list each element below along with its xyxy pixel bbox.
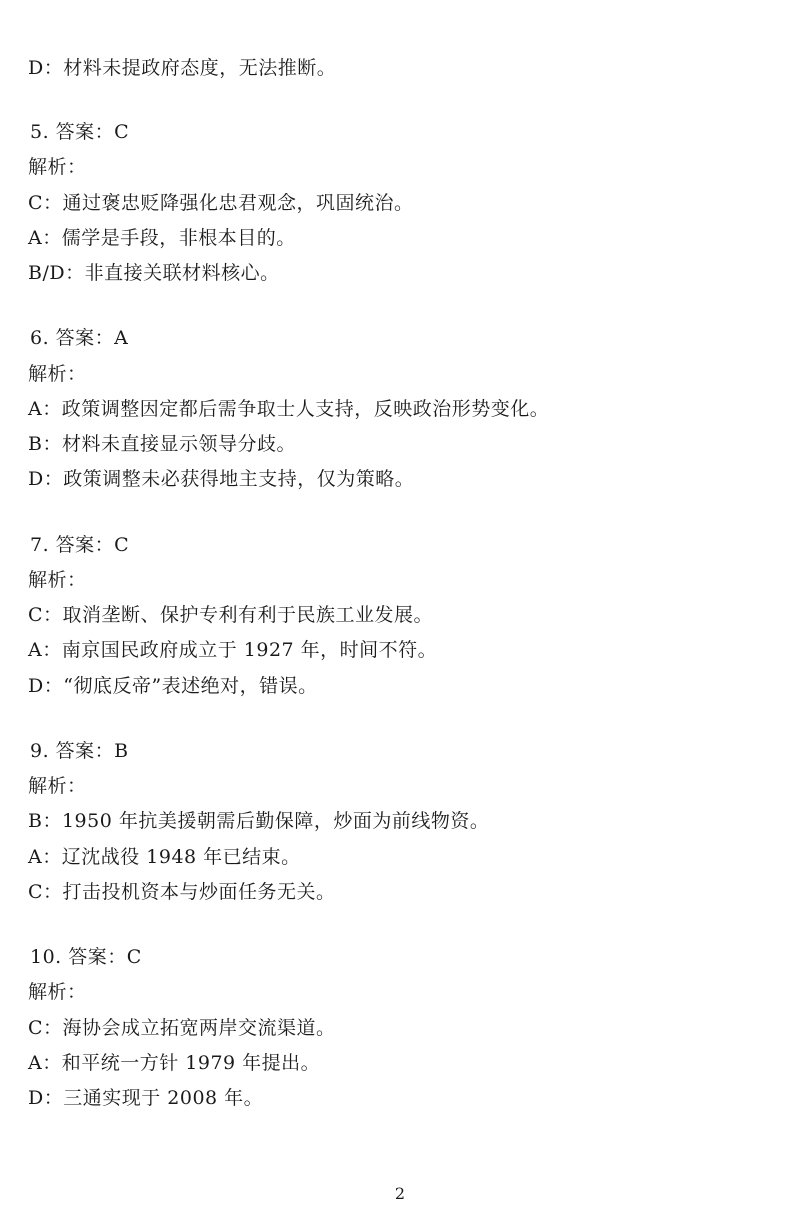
text-line: D：政策调整未必获得地主支持，仅为策略。: [28, 468, 415, 490]
text-line: C：打击投机资本与炒面任务无关。: [28, 881, 336, 903]
analysis-label: 解析：: [28, 363, 87, 385]
answer-heading: 10. 答案：C: [30, 946, 142, 968]
text-line: A：儒学是手段，非根本目的。: [28, 227, 296, 249]
text-line: A：南京国民政府成立于 1927 年，时间不符。: [28, 639, 438, 661]
text-line: D：三通实现于 2008 年。: [28, 1087, 264, 1109]
analysis-label: 解析：: [28, 981, 87, 1003]
text-line: B：材料未直接显示领导分歧。: [28, 433, 296, 455]
text-line: B：1950 年抗美援朝需后勤保障，炒面为前线物资。: [28, 810, 490, 832]
answer-heading: 9. 答案：B: [30, 740, 129, 762]
analysis-label: 解析：: [28, 569, 87, 591]
text-line: D：材料未提政府态度，无法推断。: [28, 57, 337, 79]
text-line: A：辽沈战役 1948 年已结束。: [28, 846, 301, 868]
text-line: C：海协会成立拓宽两岸交流渠道。: [28, 1017, 336, 1039]
analysis-label: 解析：: [28, 775, 87, 797]
answer-heading: 6. 答案：A: [30, 327, 129, 349]
text-line: B/D：非直接关联材料核心。: [28, 262, 280, 284]
text-line: D：“彻底反帝”表述绝对，错误。: [28, 675, 318, 697]
analysis-label: 解析：: [28, 156, 87, 178]
text-line: C：取消垄断、保护专利有利于民族工业发展。: [28, 604, 434, 626]
text-line: A：政策调整因定都后需争取士人支持，反映政治形势变化。: [28, 398, 550, 420]
answer-heading: 7. 答案：C: [30, 534, 130, 556]
text-line: C：通过褒忠贬降强化忠君观念，巩固统治。: [28, 192, 414, 214]
page-number: 2: [394, 1184, 406, 1203]
answer-heading: 5. 答案：C: [30, 121, 130, 143]
text-line: A：和平统一方针 1979 年提出。: [28, 1052, 321, 1074]
